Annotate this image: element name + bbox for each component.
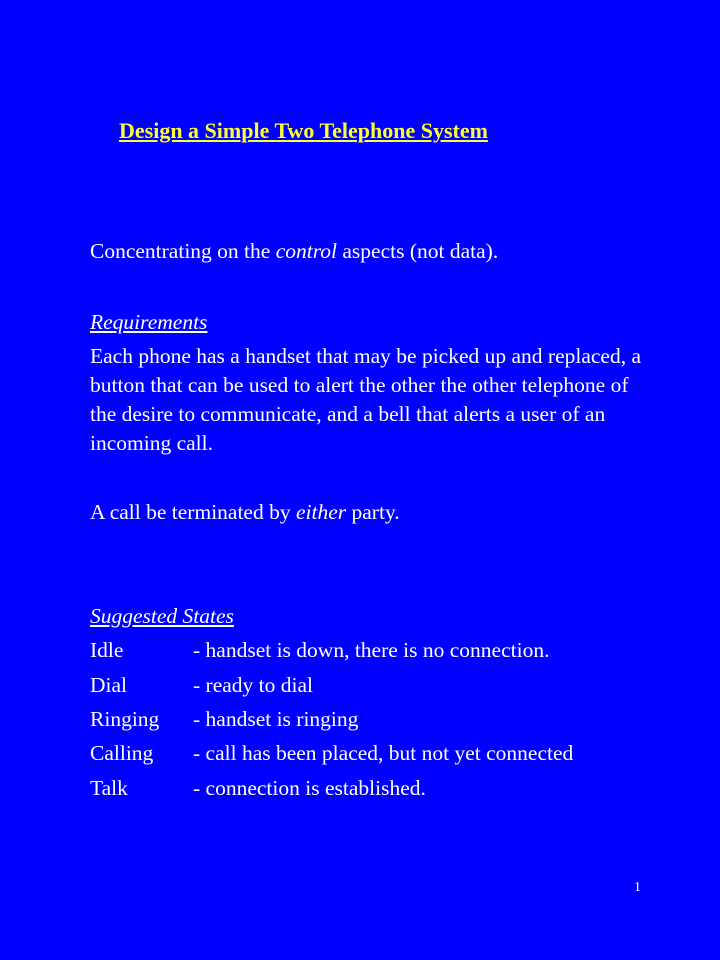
termination-line: [90, 497, 400, 527]
state-desc: - connection is established.: [193, 776, 426, 800]
termination-text-after: party.: [346, 500, 400, 524]
state-row: [90, 738, 573, 768]
state-name: Ringing: [90, 707, 160, 731]
page-number: 1: [634, 880, 641, 895]
states-heading: Suggested States: [90, 604, 234, 628]
state-desc: - handset is ringing: [193, 707, 359, 731]
state-desc: - call has been placed, but not yet connected: [193, 741, 574, 765]
state-row: [90, 635, 549, 665]
state-name: Idle: [90, 638, 124, 662]
intro-line: [90, 236, 498, 266]
intro-emphasis: control: [275, 239, 338, 263]
state-name: Dial: [90, 673, 128, 697]
slide-title: Design a Simple Two Telephone System: [119, 118, 488, 143]
state-row: [90, 773, 426, 803]
state-name: Calling: [90, 741, 154, 765]
state-desc: - handset is down, there is no connection.: [193, 638, 550, 662]
intro-text-before: Concentrating on the: [90, 239, 276, 263]
termination-text-before: A call be terminated by: [90, 500, 296, 524]
state-desc: - ready to dial: [193, 673, 313, 697]
state-name: Talk: [90, 776, 128, 800]
state-row: [90, 704, 358, 734]
termination-emphasis: either: [295, 500, 347, 524]
state-row: [90, 670, 313, 700]
intro-text-after: aspects (not data).: [337, 239, 499, 263]
requirements-text: Each phone has a handset that may be picked up and replaced, a button that can be used to alert the other the other telephone of the desire to communicate, and a bell that alerts a user of an incoming call.: [90, 344, 642, 455]
requirements-heading: Requirements: [90, 310, 208, 334]
